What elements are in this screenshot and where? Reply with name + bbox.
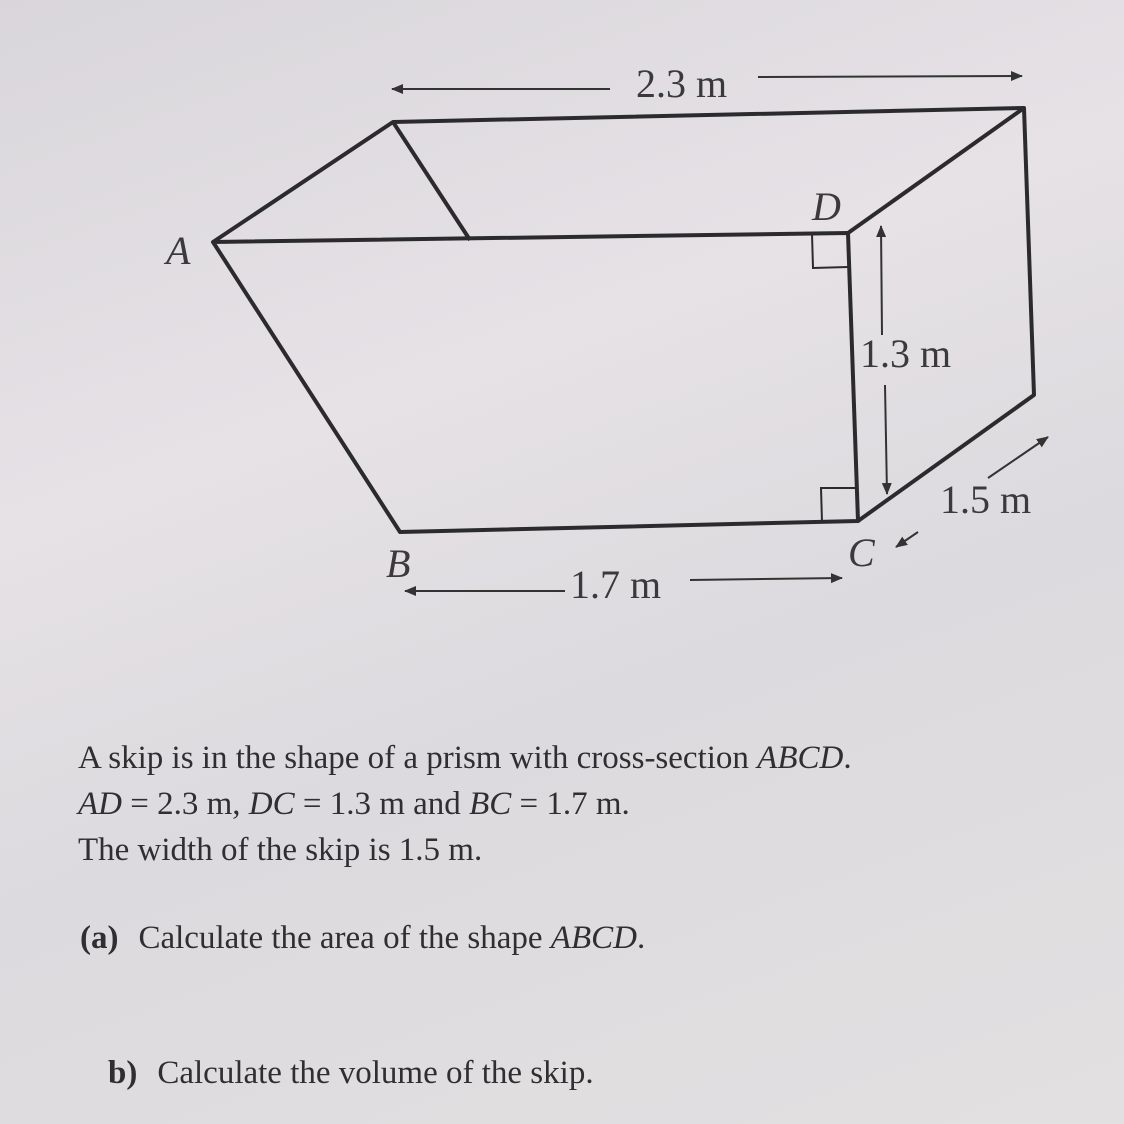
question-b: b) Calculate the volume of the skip. [108,1055,594,1091]
label-point-a: A [166,228,191,273]
right-angle-d [812,234,848,268]
label-point-d: D [812,184,841,229]
question-a-label: (a) [80,920,119,956]
dim-arrow-width-up [988,437,1048,478]
label-dim-width: 1.5 m [940,477,1032,522]
right-angle-c [821,488,856,522]
problem-statement [78,735,1078,873]
statement-line-1: A skip is in the shape of a prism with cross-section ABCD. [78,740,852,776]
dim-arrow-width-down [896,532,918,547]
statement-line-2: AD = 2.3 m, DC = 1.3 m and BC = 1.7 m. [78,786,630,822]
dim-arrow-height-up [881,226,882,335]
statement-line-3: The width of the skip is 1.5 m. [78,832,483,868]
label-dim-bottom: 1.7 m [570,562,662,607]
label-point-c: C [848,530,875,575]
question-b-label: b) [108,1055,138,1091]
dim-arrow-top-right [758,76,1022,77]
label-dim-top: 2.3 m [636,61,728,106]
right-face-edges [858,108,1034,521]
top-inner-edge [393,122,470,240]
top-face-edges [213,108,1024,242]
label-dim-height: 1.3 m [860,331,952,376]
dim-arrow-bottom-right [690,578,842,580]
front-face-abcd [213,233,858,532]
label-point-b: B [386,541,411,586]
dim-arrow-height-down [885,385,887,494]
question-a: (a) Calculate the area of the shape ABCD. [80,920,646,956]
